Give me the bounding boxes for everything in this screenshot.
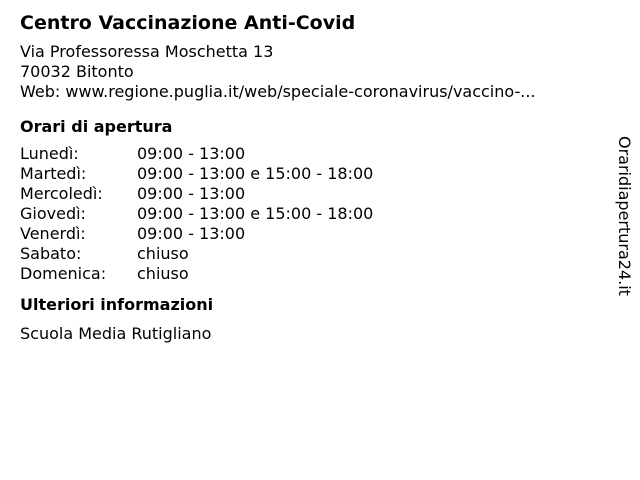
address-block	[20, 42, 600, 102]
time-value: 09:00 - 13:00 e 15:00 - 18:00	[137, 164, 374, 183]
opening-hours-table	[20, 144, 600, 284]
day-label: Venerdì:	[20, 224, 86, 243]
time-value: chiuso	[137, 264, 189, 283]
time-value: 09:00 - 13:00 e 15:00 - 18:00	[137, 204, 374, 223]
time-value: 09:00 - 13:00	[137, 184, 246, 203]
location-card	[20, 10, 600, 344]
additional-info-text: Scuola Media Rutigliano	[20, 324, 212, 343]
hours-row-saturday	[20, 244, 600, 264]
hours-row-tuesday	[20, 164, 600, 184]
brand-watermark: Oraridiapertura24.it	[615, 136, 634, 296]
day-label: Martedì:	[20, 164, 87, 183]
day-label: Domenica:	[20, 264, 107, 283]
page-title: Centro Vaccinazione Anti-Covid	[20, 12, 356, 34]
city-postcode: 70032 Bitonto	[20, 62, 134, 81]
day-label: Giovedì:	[20, 204, 86, 223]
hours-row-thursday	[20, 204, 600, 224]
street-address: Via Professoressa Moschetta 13	[20, 42, 274, 61]
opening-hours-heading: Orari di apertura	[20, 117, 173, 136]
hours-row-sunday	[20, 264, 600, 284]
additional-info-heading: Ulteriori informazioni	[20, 295, 214, 314]
day-label: Lunedì:	[20, 144, 79, 163]
time-value: 09:00 - 13:00	[137, 144, 246, 163]
hours-row-friday	[20, 224, 600, 244]
day-label: Sabato:	[20, 244, 82, 263]
time-value: 09:00 - 13:00	[137, 224, 246, 243]
day-label: Mercoledì:	[20, 184, 103, 203]
time-value: chiuso	[137, 244, 189, 263]
hours-row-wednesday	[20, 184, 600, 204]
hours-row-monday	[20, 144, 600, 164]
website-link[interactable]: Web: www.regione.puglia.it/web/speciale-coronavirus/vaccino-...	[20, 82, 536, 101]
